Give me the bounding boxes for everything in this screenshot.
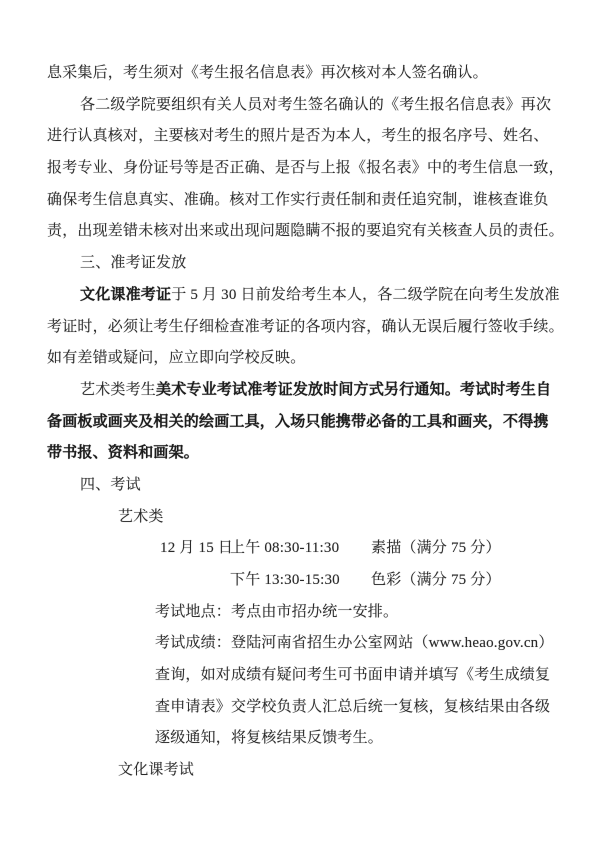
document-text: 考试成绩：登陆河南省招生办公室网站（www.heao.gov.cn）: [155, 635, 554, 652]
document-line: [0, 438, 600, 470]
document-line: [0, 185, 600, 217]
document-line: [0, 248, 600, 280]
document-line: [0, 312, 600, 344]
document-text-bold: 文化课准考证: [80, 286, 172, 303]
document-text: 下午 13:30-15:30: [230, 572, 340, 588]
document-text: 四、考试: [80, 476, 141, 493]
document-line: [0, 121, 600, 153]
document-text: 三、准考证发放: [80, 255, 187, 272]
document-text: 艺术类考生: [80, 381, 157, 398]
document-text-bold: 带书报、资料和画架。: [47, 445, 200, 462]
document-line: [0, 280, 600, 312]
document-text: 文化课考试: [118, 762, 195, 779]
document-line: [0, 375, 600, 407]
document-text-bold: 美术专业考试准考证发放时间方式另行通知。考试时考生自: [156, 381, 552, 398]
document-text: 于 5 月 30 日前发给考生本人，各二级学院在向考生发放准: [171, 286, 560, 303]
document-text: 上午 08:30-11:30: [230, 540, 340, 557]
document-line: [0, 628, 600, 660]
document-line: [0, 755, 600, 787]
document-line: [0, 90, 600, 122]
document-text: 逐级通知，将复核结果反馈考生。: [155, 730, 384, 747]
document-text: 报考专业、身份证号等是否正确、是否与上报《报名表》中的考生信息一致，: [47, 160, 564, 177]
document-line: [0, 502, 600, 534]
document-text: 查询，如对成绩有疑问考生可书面申请并填写《考生成绩复: [155, 667, 551, 684]
document-text: 素描（满分 75 分）: [371, 540, 501, 557]
document-line: [0, 660, 600, 692]
document-text: 12 月 15 日: [160, 540, 234, 557]
document-line: [0, 470, 600, 502]
document-line: [0, 692, 600, 724]
document-line: [0, 58, 600, 90]
document-text: 色彩（满分 75 分）: [371, 572, 501, 588]
document-text: 息采集后，考生须对《考生报名信息表》再次核对本人签名确认。: [47, 65, 488, 81]
document-text: 如有差错或疑问，应立即向学校反映。: [47, 350, 306, 367]
document-line: [0, 597, 600, 629]
document-text: 进行认真核对，主要核对考生的照片是否为本人，考生的报名序号、姓名、: [47, 128, 549, 145]
document-text: 考试地点：考点由市招办统一安排。: [155, 603, 399, 620]
document-line: [0, 343, 600, 375]
document-line: [0, 533, 600, 565]
document-line: [0, 407, 600, 439]
document-body: [0, 58, 600, 787]
document-text: 查申请表》交学校负责人汇总后统一复核，复核结果由各级: [155, 698, 551, 715]
document-line: [0, 565, 600, 597]
document-text: 各二级学院要组织有关人员对考生签名确认的《考生报名信息表》再次: [80, 96, 552, 113]
document-text: 艺术类: [118, 508, 164, 525]
document-text-bold: 备画板或画夹及相关的绘画工具，入场只能携带必备的工具和画夹，不得携: [47, 413, 549, 430]
document-line: [0, 153, 600, 185]
document-text: 责，出现差错未核对出来或出现问题隐瞒不报的要追究有关核查人员的责任。: [47, 223, 564, 240]
document-line: [0, 723, 600, 755]
document-text: 确保考生信息真实、准确。核对工作实行责任制和责任追究制，谁核查谁负: [47, 191, 549, 208]
document-text: 考证时，必须让考生仔细检查准考证的各项内容，确认无误后履行签收手续。: [47, 318, 564, 335]
document-line: [0, 216, 600, 248]
